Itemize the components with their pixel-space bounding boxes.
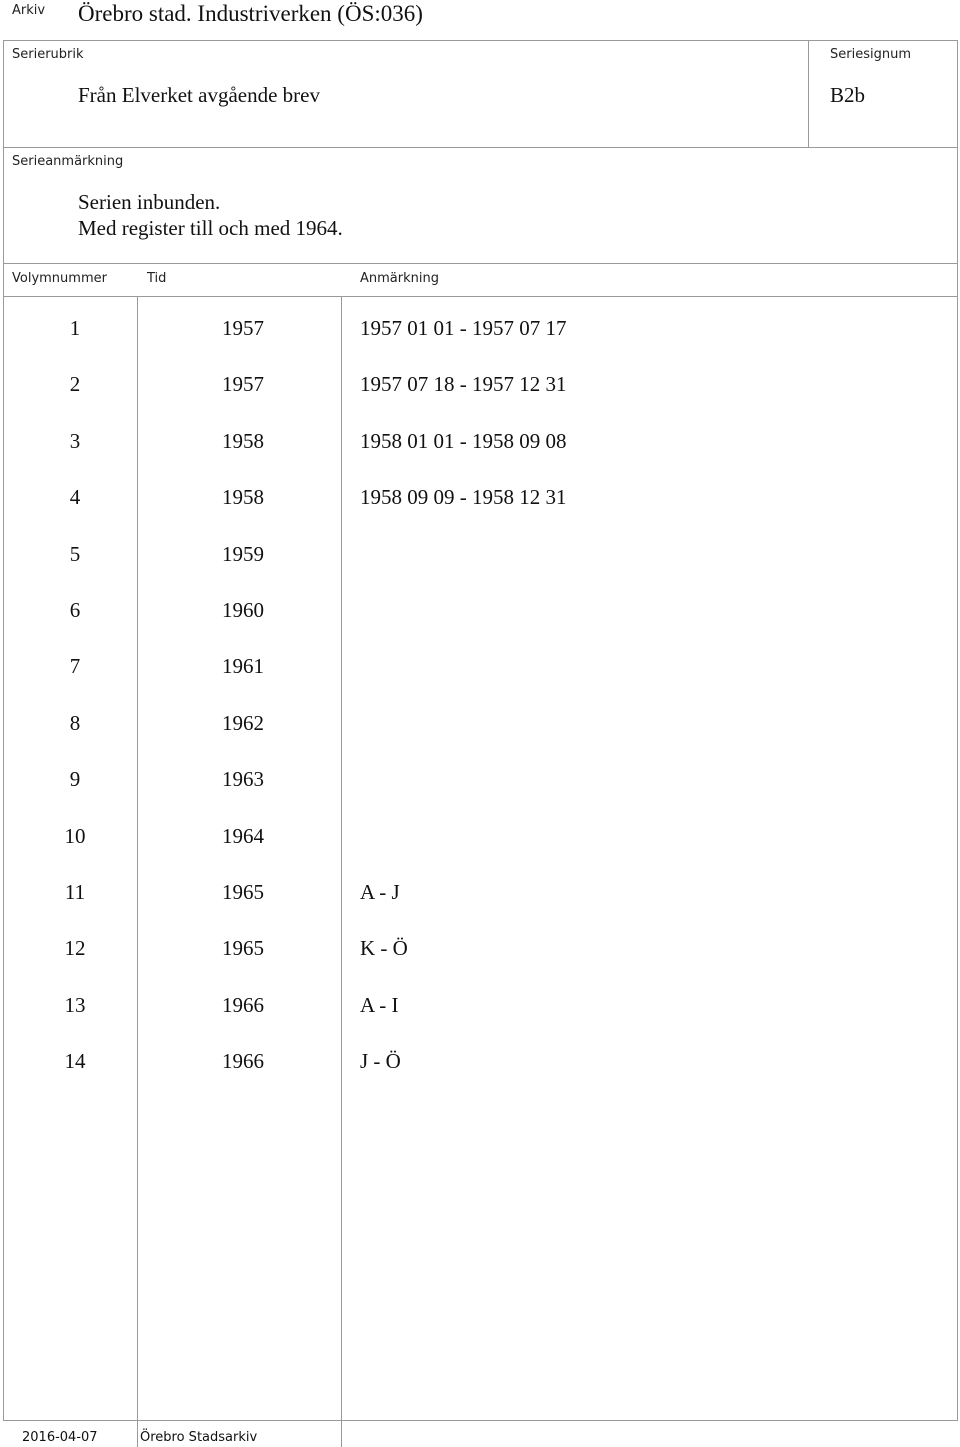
volume-remark: 1958 01 01 - 1958 09 08	[360, 429, 567, 453]
volume-number: 4	[69, 485, 81, 509]
serierubrik-value: Från Elverket avgående brev	[78, 83, 320, 107]
volume-number: 10	[64, 824, 86, 848]
volume-number: 11	[64, 880, 86, 904]
volume-number: 5	[69, 542, 81, 566]
volume-remark: J - Ö	[360, 1049, 401, 1073]
volume-remark: A - I	[360, 993, 399, 1017]
volume-number: 7	[69, 654, 81, 678]
divider-top	[3, 40, 958, 41]
seriesignum-value: B2b	[830, 83, 866, 107]
volume-year: 1957	[222, 316, 264, 340]
column-header-tid: Tid	[147, 271, 167, 286]
page-title: Örebro stad. Industriverken (ÖS:036)	[78, 1, 423, 26]
volume-number: 3	[69, 429, 81, 453]
divider-series	[3, 147, 958, 148]
serieanmarkning-line: Med register till och med 1964.	[78, 216, 343, 240]
divider-table-header	[3, 296, 958, 297]
volume-year: 1966	[222, 993, 264, 1017]
arkiv-label: Arkiv	[12, 3, 46, 18]
volume-number: 14	[64, 1049, 86, 1073]
volume-year: 1958	[222, 429, 264, 453]
serieanmarkning-label: Serieanmärkning	[12, 154, 124, 169]
border-right	[957, 40, 958, 1420]
volume-year: 1966	[222, 1049, 264, 1073]
divider-remark	[3, 263, 958, 264]
volume-number: 1	[69, 316, 81, 340]
volume-number: 2	[69, 372, 81, 396]
volume-number: 8	[69, 711, 81, 735]
volume-year: 1964	[222, 824, 264, 848]
volume-year: 1957	[222, 372, 264, 396]
volume-number: 12	[64, 936, 86, 960]
volume-number: 6	[69, 598, 81, 622]
volume-remark: A - J	[360, 880, 400, 904]
serierubrik-label: Serierubrik	[12, 47, 84, 62]
volume-year: 1959	[222, 542, 264, 566]
volume-number: 9	[69, 767, 81, 791]
volume-number: 13	[64, 993, 86, 1017]
volume-year: 1960	[222, 598, 264, 622]
divider-col-tid	[341, 296, 342, 1447]
volume-year: 1963	[222, 767, 264, 791]
border-left	[3, 40, 4, 1420]
column-header-volymnummer: Volymnummer	[12, 271, 107, 286]
volume-year: 1962	[222, 711, 264, 735]
footer-archive: Örebro Stadsarkiv	[140, 1430, 258, 1445]
divider-signum	[808, 40, 809, 147]
column-header-anmarkning: Anmärkning	[360, 271, 439, 286]
volume-year: 1965	[222, 880, 264, 904]
volume-remark: K - Ö	[360, 936, 408, 960]
volume-year: 1958	[222, 485, 264, 509]
divider-footer	[3, 1420, 958, 1421]
volume-remark: 1957 01 01 - 1957 07 17	[360, 316, 567, 340]
volume-remark: 1957 07 18 - 1957 12 31	[360, 372, 567, 396]
footer-date: 2016-04-07	[22, 1430, 98, 1445]
volume-remark: 1958 09 09 - 1958 12 31	[360, 485, 567, 509]
seriesignum-label: Seriesignum	[830, 47, 911, 62]
volume-year: 1965	[222, 936, 264, 960]
volume-year: 1961	[222, 654, 264, 678]
serieanmarkning-line: Serien inbunden.	[78, 190, 221, 214]
divider-col-vol	[137, 296, 138, 1447]
